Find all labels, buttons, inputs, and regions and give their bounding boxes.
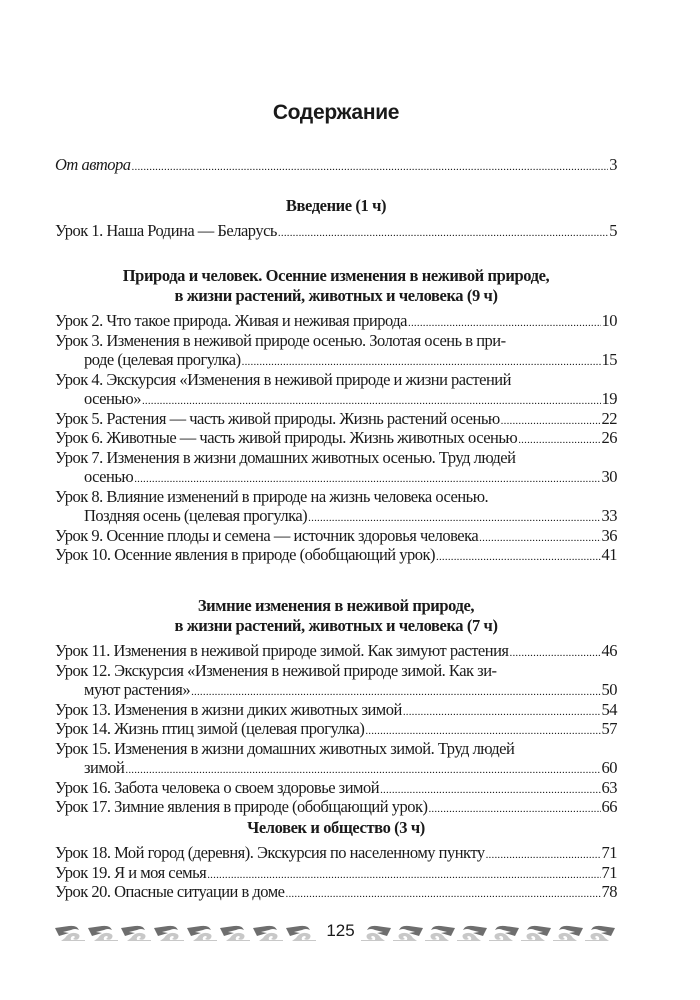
- toc-page-number: 46: [601, 641, 617, 660]
- toc-entry-text: Урок 13. Изменения в жизни диких животных зимой: [55, 699, 402, 719]
- toc-entry-text: Урок 19. Я и моя семья: [55, 862, 207, 882]
- toc-entry-text: Урок 4. Экскурсия «Изменения в неживой природе и жизни растений: [55, 369, 511, 389]
- toc-entry-from-author[interactable]: [55, 155, 617, 175]
- toc-entry-text: Урок 2. Что такое природа. Живая и неживая природа: [55, 311, 408, 330]
- section-heading: [55, 596, 617, 636]
- toc-page-number: 22: [601, 408, 617, 428]
- toc-entry[interactable]: [55, 428, 617, 448]
- wave-motif-icon: [286, 926, 316, 941]
- page-title: Содержание: [272, 101, 400, 124]
- toc-entry[interactable]: [55, 700, 617, 720]
- toc-entry-text: Урок 8. Влияние изменений в природе на жизнь человека осенью.: [55, 486, 489, 506]
- toc-entry[interactable]: [55, 882, 617, 902]
- toc-entry[interactable]: [55, 409, 617, 429]
- section-heading: [55, 818, 617, 838]
- toc-page-number: 26: [601, 428, 617, 447]
- toc-page-number: 54: [601, 699, 617, 719]
- wave-ornament-left-icon: [55, 924, 320, 942]
- toc-entry[interactable]: [55, 545, 617, 565]
- toc-entry-text: Урок 18. Мой город (деревня). Экскурсия по населенному пункту: [55, 843, 485, 862]
- toc-page-number: 63: [601, 777, 617, 797]
- leader-dots: [132, 155, 609, 178]
- toc-page-number: 50: [601, 680, 617, 699]
- wave-motif-icon: [253, 926, 283, 941]
- toc-entry[interactable]: [55, 843, 617, 863]
- toc-entry-text: Урок 17. Зимние явления в природе (обобщающий урок): [55, 797, 428, 816]
- wave-motif-icon: [425, 926, 455, 941]
- toc-entry[interactable]: [55, 370, 617, 409]
- section-heading: [55, 196, 617, 216]
- toc-entry[interactable]: [55, 719, 617, 739]
- toc-page-number: 10: [601, 311, 617, 330]
- toc-entry[interactable]: [55, 641, 617, 661]
- wave-motif-icon: [489, 926, 519, 941]
- toc-entry[interactable]: [55, 661, 617, 700]
- toc-page-number: 41: [601, 545, 617, 564]
- toc-page-number: 15: [601, 350, 617, 369]
- wave-motif-icon: [361, 926, 391, 941]
- leader-dots: [286, 882, 601, 905]
- wave-motif-icon: [55, 926, 85, 941]
- toc-entry-text: Урок 12. Экскурсия «Изменения в неживой природе зимой. Как зи-: [55, 660, 497, 680]
- toc-page-number: 5: [609, 221, 617, 240]
- toc-entry-text: Урок 6. Животные — часть живой природы. Жизнь животных осенью: [55, 428, 518, 447]
- toc-entry-text: Урок 15. Изменения в жизни домашних животных зимой. Труд людей: [55, 738, 515, 758]
- leader-dots: [428, 797, 600, 820]
- toc-page-number: 36: [601, 525, 617, 545]
- toc-entry[interactable]: [55, 331, 617, 370]
- section-heading-line: Природа и человек. Осенние изменения в неживой природе,: [122, 266, 550, 285]
- leader-dots: [436, 545, 600, 568]
- toc-page-number: 60: [601, 758, 617, 777]
- toc-entry[interactable]: [55, 526, 617, 546]
- toc-entry-text: осенью: [84, 467, 134, 486]
- toc-entry-text: Урок 16. Забота человека о своем здоровье зимой: [55, 777, 380, 797]
- section-heading-line: в жизни растений, животных и человека (7 ч): [174, 616, 498, 635]
- leader-dots: [278, 221, 608, 244]
- toc-entry-text: Урок 5. Растения — часть живой природы. Жизнь растений осенью: [55, 408, 500, 428]
- section-heading: [55, 266, 617, 306]
- toc-entry[interactable]: [55, 221, 617, 241]
- wave-motif-icon: [393, 926, 423, 941]
- toc-page-number: 3: [609, 155, 617, 174]
- wave-motif-icon: [553, 926, 583, 941]
- toc-page-number: 78: [601, 882, 617, 901]
- toc-entry-text: Урок 14. Жизнь птиц зимой (целевая прогулка): [55, 719, 365, 738]
- wave-motif-icon: [220, 926, 250, 941]
- section-heading-line: в жизни растений, животных и человека (9 ч): [174, 286, 498, 305]
- toc-entry[interactable]: [55, 448, 617, 487]
- toc-entry[interactable]: [55, 863, 617, 883]
- toc-entry[interactable]: [55, 778, 617, 798]
- toc-page-number: 66: [601, 797, 617, 816]
- toc-entry-text: Урок 1. Наша Родина — Беларусь: [55, 221, 277, 240]
- toc-entry-text: Урок 10. Осенние явления в природе (обобщающий урок): [55, 545, 436, 564]
- wave-motif-icon: [88, 926, 118, 941]
- toc-entry-text: Урок 11. Изменения в неживой природе зимой. Как зимуют растения: [55, 641, 509, 660]
- wave-motif-icon: [187, 926, 217, 941]
- section-heading-line: Человек и общество (3 ч): [247, 818, 425, 837]
- wave-motif-icon: [585, 926, 615, 941]
- toc-entry[interactable]: [55, 739, 617, 778]
- section-heading-line: Введение (1 ч): [285, 196, 387, 215]
- section-heading-line: Зимние изменения в неживой природе,: [197, 596, 475, 615]
- toc-entry-text: роде (целевая прогулка): [84, 350, 241, 369]
- wave-motif-icon: [121, 926, 151, 941]
- toc-page-number: 19: [601, 389, 617, 408]
- toc-entry[interactable]: [55, 797, 617, 817]
- toc-entry-text: Поздняя осень (целевая прогулка): [84, 506, 308, 525]
- toc-entry[interactable]: [55, 487, 617, 526]
- toc-entry-text: Урок 9. Осенние плоды и семена — источник здоровья человека: [55, 525, 479, 545]
- toc-entry-text: зимой: [84, 758, 125, 777]
- toc-page-number: 57: [601, 719, 617, 738]
- toc-entry-text: муют растения»: [84, 680, 191, 699]
- toc-entry[interactable]: [55, 311, 617, 331]
- page-footer: [55, 918, 617, 950]
- toc-entry-text: Урок 20. Опасные ситуации в доме: [55, 882, 285, 901]
- toc-entry-text: Урок 7. Изменения в жизни домашних животных осенью. Труд людей: [55, 447, 516, 467]
- wave-motif-icon: [457, 926, 487, 941]
- toc-entry-text: Урок 3. Изменения в неживой природе осенью. Золотая осень в при-: [55, 330, 506, 350]
- wave-motif-icon: [521, 926, 551, 941]
- wave-ornament-right-icon: [361, 924, 617, 942]
- toc-page-number: 33: [601, 506, 617, 525]
- toc-page-number: 71: [601, 843, 617, 862]
- toc-page-number: 30: [601, 467, 617, 486]
- toc-entry-text: осенью»: [84, 389, 141, 408]
- toc-entry-text: От автора: [55, 155, 131, 174]
- wave-motif-icon: [154, 926, 184, 941]
- toc-page-number: 71: [601, 862, 617, 882]
- page-number: 125: [326, 921, 355, 940]
